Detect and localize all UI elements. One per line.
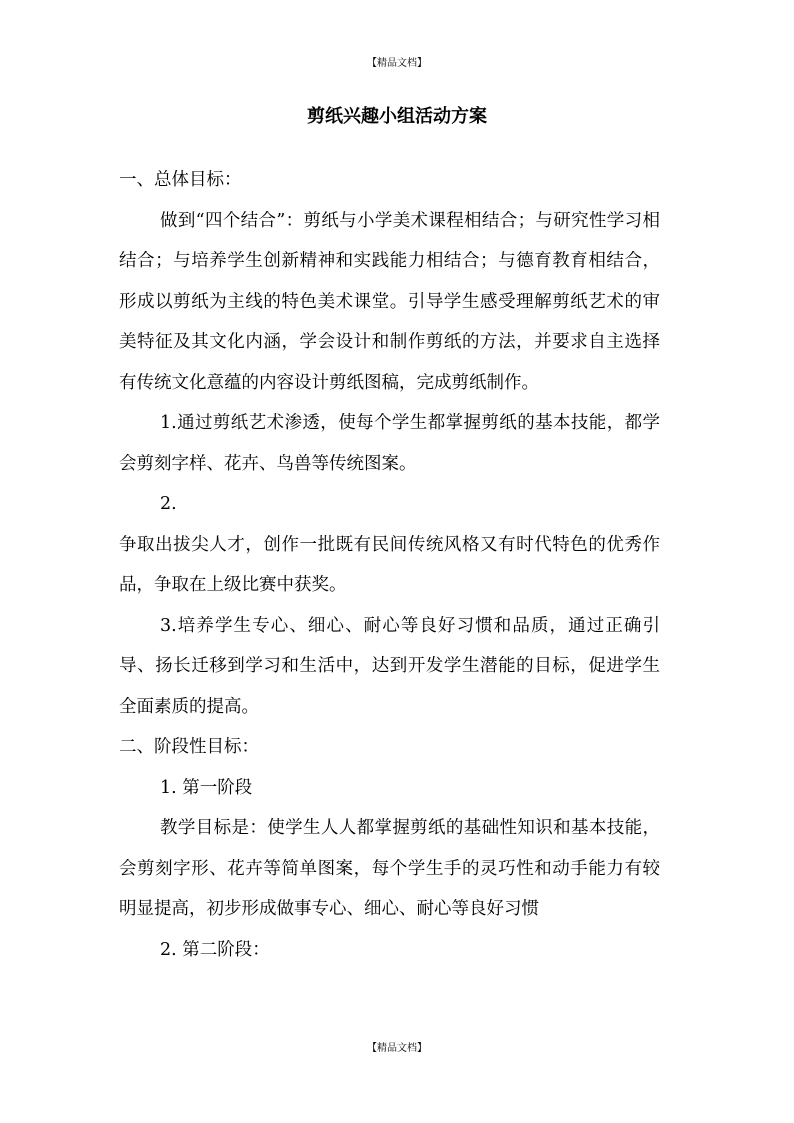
section2-heading: 二、阶段性目标：: [119, 737, 259, 757]
goal2-number: 2.: [160, 494, 177, 514]
page-header: 【精品文档】: [367, 58, 427, 69]
stage1-paragraph: 教学目标是：使学生人人都掌握剪纸的基础性知识和基本技能，会剪刻字形、花卉等简单图案，每个学生手的灵巧性和动手能力有较明显提高，初步形成做事专心、细心、耐心等良好习惯: [119, 818, 660, 919]
section1-heading: 一、总体目标：: [119, 170, 242, 190]
goal2-paragraph: 争取出拔尖人才，创作一批既有民间传统风格又有时代特色的优秀作品，争取在上级比赛中获奖。: [119, 534, 660, 595]
page-footer: 【精品文档】: [367, 1043, 427, 1054]
document-body: [119, 160, 660, 970]
goal3-paragraph: 3.培养学生专心、细心、耐心等良好习惯和品质，通过正确引导、扬长迁移到学习和生活中，达到开发学生潜能的目标，促进学生全面素质的提高。: [119, 615, 660, 717]
goal1-paragraph: 1.通过剪纸艺术渗透，使每个学生都掌握剪纸的基本技能，都学会剪刻字样、花卉、鸟兽等传统图案。: [119, 413, 660, 474]
section1-intro-paragraph: 做到“四个结合”：剪纸与小学美术课程相结合；与研究性学习相结合；与培养学生创新精神和实践能力相结合；与德育教育相结合，形成以剪纸为主线的特色美术课堂。引导学生感受理解剪纸艺术的审美特征及其文化内涵，学会设计和制作剪纸的方法，并要求自主选择有传统文化意蕴的内容设计剪纸图稿，完成剪纸制作。: [119, 210, 660, 393]
stage1-heading: 1. 第一阶段: [160, 777, 253, 798]
document-title: 剪纸兴趣小组活动方案: [307, 106, 487, 127]
stage2-heading: 2. 第二阶段：: [160, 939, 270, 960]
